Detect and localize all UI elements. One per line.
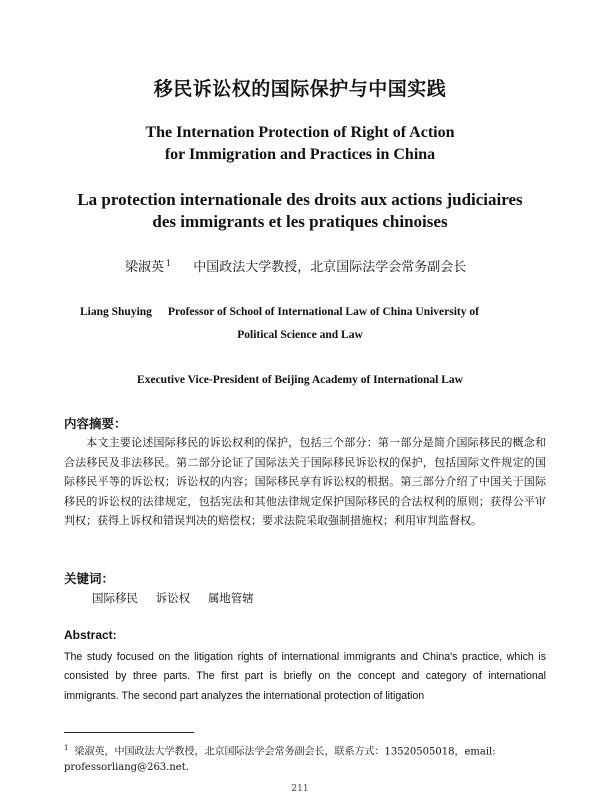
footnote-number: 1 [64,744,69,752]
keyword-item: 诉讼权 [155,591,191,605]
abstract-heading-cn: 内容摘要： [64,416,127,431]
title-english-line2: for Immigration and Practices in China [164,146,436,163]
author-name-cn: 梁淑英 [125,260,165,275]
author-english-line1 [80,306,479,318]
page-number: 211 [291,784,309,794]
author-name-en: Liang Shuying [80,306,152,318]
author-chinese [125,256,466,275]
footnote-text: 梁淑英，中国政法大学教授，北京国际法学会常务副会长，联系方式：13520505018，email: professorliang@263.net. [64,746,496,774]
author-affiliation-en-3: Executive Vice-President of Beijing Academy of International Law [137,374,463,386]
title-chinese: 移民诉讼权的国际保护与中国实践 [153,78,447,100]
author-affiliation-en-1: Professor of School of International Law of China University of [167,306,479,318]
abstract-body-cn [64,433,546,531]
author-affiliation-cn: 中国政法大学教授，北京国际法学会常务副会长 [193,260,467,275]
author-affiliation-en-2: Political Science and Law [237,329,363,341]
title-english-line1: The Internation Protection of Right of Action [145,124,455,141]
keywords-heading-cn: 关键词： [64,571,115,586]
keyword-item: 属地管辖 [207,591,254,605]
footnote [64,740,544,776]
abstract-body-en: The study focused on the litigation rights of international immigrants and China's practice, which is consisted by three parts. The first part is briefly on the concept and category of international immigrants. The second part analyzes the international protection of litigation [64,651,546,702]
title-french-line2: des immigrants et les pratiques chinoises [152,212,448,231]
abstract-heading-en: Abstract: [64,628,117,642]
footnote-mark: 1 [166,258,172,268]
abstract-text-cn: 本文主要论述国际移民的诉讼权利的保护，包括三个部分：第一部分是简介国际移民的概念和合法移民及非法移民。第二部分论证了国际法关于国际移民诉讼权的保护，包括国际文件规定的国际移民平等的诉讼权；诉讼权的内容；国际移民享有诉讼权的根据。第三部分介绍了中国关于国际移民的诉讼权的法律规定，包括宪法和其他法律规定保护国际移民的合法权利的原则；获得公平审判权；获得上诉权和错误判决的赔偿权；要求法院采取强制措施权；利用审判监督权。 [64,436,546,527]
keyword-item: 国际移民 [92,591,138,605]
footnote-divider [64,732,194,733]
keywords-list [92,590,266,606]
title-french-line1: La protection internationale des droits aux actions judiciaires [77,190,523,209]
